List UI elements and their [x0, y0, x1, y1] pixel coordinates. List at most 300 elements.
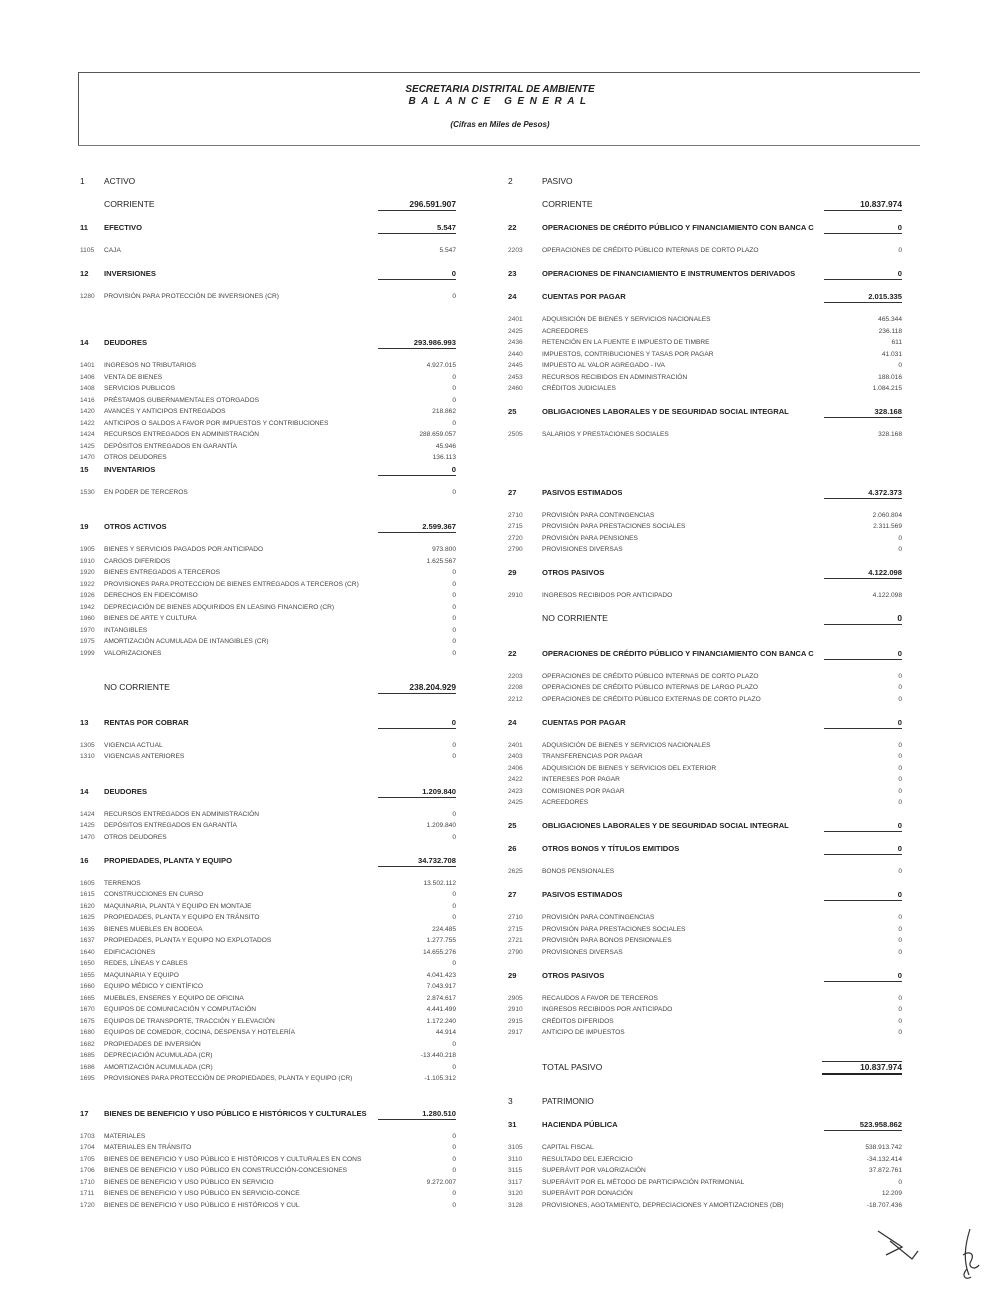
- account-code: 1905: [80, 546, 95, 553]
- account-code: 1926: [80, 592, 95, 599]
- account-code: 1680: [80, 1029, 95, 1036]
- account-value: 37.872.761: [868, 1167, 902, 1174]
- spacer: [506, 395, 904, 407]
- account-code: 1425: [80, 822, 95, 829]
- account-value: 0: [898, 741, 902, 749]
- account-name: OTROS BONOS Y TÍTULOS EMITIDOS: [542, 844, 680, 853]
- account-value: 238.204.929: [378, 682, 456, 694]
- account-code: 1710: [80, 1178, 95, 1186]
- account-row: [506, 866, 904, 878]
- account-code: 2915: [508, 1017, 523, 1025]
- account-code: 16: [80, 855, 89, 865]
- account-name: OPERACIONES DE CRÉDITO PÚBLICO Y FINANCIAMIENTO CON BANCA C: [542, 223, 814, 232]
- account-value: 0: [452, 649, 456, 657]
- account-row: [506, 947, 904, 959]
- account-value: 2.599.367: [378, 521, 456, 533]
- account-value: 0: [452, 1190, 456, 1197]
- account-row: [506, 429, 904, 441]
- header-top-rule: [78, 72, 920, 73]
- account-row: [78, 935, 458, 947]
- account-name: INVENTARIOS: [104, 464, 156, 474]
- account-row: [78, 947, 458, 959]
- heading-row: [506, 820, 904, 832]
- account-code: 1670: [80, 1006, 95, 1013]
- account-name: ADQUISICIÓN DE BIENES Y SERVICIOS NACIONALES: [542, 316, 711, 323]
- account-code: 23: [508, 269, 517, 278]
- account-value: -1.105.312: [424, 1075, 456, 1082]
- account-name: OPERACIONES DE CRÉDITO PÚBLICO Y FINANCIAMIENTO CON BANCA C: [542, 648, 814, 658]
- account-value: 0: [824, 222, 902, 234]
- account-value: 465.344: [878, 316, 902, 323]
- account-code: 2910: [508, 1006, 523, 1013]
- account-code: 24: [508, 717, 517, 727]
- account-value: 0: [452, 385, 456, 392]
- spacer: [506, 418, 904, 430]
- account-code: 2710: [508, 914, 523, 921]
- account-value: 5.547: [378, 222, 456, 234]
- account-row: [78, 958, 458, 970]
- account-value: 0: [898, 948, 902, 956]
- account-code: 1625: [80, 914, 95, 921]
- spacer: [78, 257, 458, 269]
- account-value: 296.591.907: [378, 199, 456, 211]
- account-code: 22: [508, 223, 517, 232]
- account-name: BIENES DE BENEFICIO Y USO PÚBLICO EN CONSTRUCCIÓN-CONCESIONES: [104, 1167, 348, 1174]
- group-row: [78, 199, 458, 211]
- spacer: [78, 728, 458, 740]
- heading-row: [78, 521, 458, 533]
- account-value: 0: [898, 1006, 902, 1013]
- account-name: OTROS PASIVOS: [542, 970, 605, 980]
- account-code: 3128: [508, 1201, 523, 1209]
- account-value: 0: [452, 1155, 456, 1163]
- account-code: 1530: [80, 488, 95, 496]
- account-row: [78, 383, 458, 395]
- account-code: 2212: [508, 695, 523, 703]
- account-value: 12.209: [881, 1190, 902, 1197]
- account-row: [506, 521, 904, 533]
- account-row: [78, 567, 458, 579]
- account-code: 2406: [508, 764, 523, 772]
- account-code: 1424: [80, 810, 95, 818]
- account-value: 0: [452, 1167, 456, 1174]
- account-name: PROVISIONES PARA PROTECCION DE BIENES ENTREGADOS A TERCEROS (CR): [104, 580, 359, 588]
- account-name: RECURSOS RECIBIDOS EN ADMINISTRACIÓN: [542, 373, 688, 381]
- signature-icon: [955, 1225, 985, 1285]
- section-row: [78, 176, 458, 188]
- account-row: [506, 797, 904, 809]
- account-value: 523.958.862: [824, 1119, 902, 1131]
- account-name: TRANSFERENCIAS POR PAGAR: [542, 753, 643, 760]
- account-value: 0: [378, 268, 456, 280]
- heading-row: [78, 717, 458, 729]
- spacer: [78, 314, 458, 326]
- account-row: [78, 832, 458, 844]
- account-value: 973.800: [432, 546, 456, 553]
- spacer: [506, 1108, 904, 1120]
- spacer: [506, 1085, 904, 1097]
- account-row: [506, 1177, 904, 1189]
- account-value: 0: [898, 764, 902, 772]
- account-code: 2905: [508, 994, 523, 1002]
- account-value: -18.707.436: [866, 1201, 902, 1209]
- account-code: 2910: [508, 592, 523, 599]
- account-code: 3117: [508, 1178, 523, 1186]
- account-code: 2403: [508, 753, 523, 760]
- section-row: [506, 176, 904, 188]
- account-value: 0: [452, 569, 456, 576]
- account-code: 2505: [508, 431, 523, 438]
- account-row: [506, 590, 904, 602]
- account-value: 0: [898, 753, 902, 760]
- account-value: 0: [824, 717, 902, 729]
- account-name: OPERACIONES DE CRÉDITO PÚBLICO EXTERNAS DE CORTO PLAZO: [542, 695, 761, 703]
- account-name: COMISIONES POR PAGAR: [542, 787, 625, 795]
- account-value: 0: [898, 534, 902, 542]
- account-code: 1620: [80, 902, 95, 910]
- account-name: INGRESOS RECIBIDOS POR ANTICIPADO: [542, 1006, 673, 1013]
- heading-row: [506, 222, 904, 234]
- account-name: INTANGIBLES: [104, 626, 148, 634]
- spacer: [78, 797, 458, 809]
- account-row: [506, 935, 904, 947]
- account-name: DEPÓSITOS ENTREGADOS EN GARANTÍA: [104, 822, 237, 829]
- account-row: [78, 441, 458, 453]
- account-value: 1.209.840: [426, 822, 456, 829]
- account-code: 12: [80, 269, 89, 278]
- account-value: 0: [452, 373, 456, 381]
- account-value: 14.655.276: [422, 948, 456, 956]
- account-row: [506, 1200, 904, 1212]
- account-value: 0: [824, 970, 902, 982]
- account-code: 2208: [508, 684, 523, 691]
- account-name: BIENES DE BENEFICIO Y USO PÚBLICO EN SERVICIO-CONCE: [104, 1190, 300, 1197]
- spacer: [506, 498, 904, 510]
- account-row: [78, 981, 458, 993]
- heading-row: [506, 567, 904, 579]
- account-row: [78, 452, 458, 464]
- account-row: [78, 1131, 458, 1143]
- spacer: [506, 855, 904, 867]
- account-row: [506, 751, 904, 763]
- account-value: 0: [452, 960, 456, 967]
- account-row: [78, 912, 458, 924]
- account-code: 1305: [80, 741, 95, 749]
- account-code: 19: [80, 522, 89, 531]
- assets-column: [78, 176, 458, 1211]
- account-name: PROVISIÓN PARA PRESTACIONES SOCIALES: [542, 925, 686, 933]
- account-name: EQUIPOS DE TRANSPORTE, TRACCIÓN Y ELEVACIÓN: [104, 1017, 275, 1025]
- account-code: 1470: [80, 454, 95, 461]
- account-name: OBLIGACIONES LABORALES Y DE SEGURIDAD SOCIAL INTEGRAL: [542, 407, 789, 416]
- spacer: [506, 1131, 904, 1143]
- account-code: 1424: [80, 431, 95, 438]
- account-value: 1.172.240: [426, 1017, 456, 1025]
- account-code: 1635: [80, 925, 95, 933]
- account-code: 1615: [80, 891, 95, 898]
- account-name: ADQUISICIÓN DE BIENES Y SERVICIOS NACIONALES: [542, 741, 711, 749]
- account-name: AMORTIZACIÓN ACUMULADA DE INTANGIBLES (CR): [104, 638, 269, 645]
- account-code: 1720: [80, 1201, 95, 1209]
- account-name: PROPIEDADES, PLANTA Y EQUIPO NO EXPLOTADOS: [104, 937, 272, 944]
- account-name: SERVICIOS PUBLICOS: [104, 385, 175, 392]
- spacer: [78, 234, 458, 246]
- account-row: [506, 360, 904, 372]
- account-code: 1910: [80, 557, 95, 565]
- account-name: BIENES DE ARTE Y CULTURA: [104, 615, 197, 622]
- account-name: CRÉDITOS JUDICIALES: [542, 385, 616, 392]
- account-code: 1695: [80, 1075, 95, 1082]
- account-code: 1401: [80, 362, 95, 369]
- account-value: 0: [898, 362, 902, 369]
- account-name: EQUIPOS DE COMEDOR, COCINA, DESPENSA Y HOTELERÍA: [104, 1029, 296, 1036]
- account-row: [506, 763, 904, 775]
- account-value: 0: [824, 889, 902, 901]
- account-value: 538.913.742: [865, 1144, 902, 1151]
- account-name: VALORIZACIONES: [104, 649, 162, 657]
- account-code: 1960: [80, 615, 95, 622]
- account-code: 1422: [80, 419, 95, 427]
- account-row: [78, 556, 458, 568]
- account-row: [78, 360, 458, 372]
- account-row: [78, 1027, 458, 1039]
- heading-row: [506, 648, 904, 660]
- account-name: RENTAS POR COBRAR: [104, 717, 189, 727]
- account-name: SUPERÁVIT POR VALORIZACIÓN: [542, 1167, 646, 1174]
- account-value: 0: [824, 648, 902, 660]
- account-name: RETENCIÓN EN LA FUENTE E IMPUESTO DE TIMBRE: [542, 339, 710, 346]
- account-row: [506, 337, 904, 349]
- account-code: 3: [508, 1096, 513, 1106]
- spacer: [78, 659, 458, 671]
- spacer: [506, 901, 904, 913]
- account-name: DEPRECIACIÓN DE BIENES ADQUIRIDOS EN LEASING FINANCIERO (CR): [104, 603, 335, 611]
- account-code: 11: [80, 223, 89, 232]
- spacer: [506, 809, 904, 821]
- heading-row: [506, 406, 904, 418]
- heading-row: [506, 487, 904, 499]
- account-row: [506, 533, 904, 545]
- account-code: 1406: [80, 373, 95, 381]
- account-row: [78, 625, 458, 637]
- account-row: [506, 1165, 904, 1177]
- account-name: PROVISIÓN PARA BONOS PENSIONALES: [542, 937, 672, 944]
- account-value: 4.122.098: [872, 592, 902, 599]
- account-code: 1665: [80, 994, 95, 1002]
- account-code: 2203: [508, 247, 523, 254]
- account-value: 293.986.993: [378, 337, 456, 349]
- account-row: [78, 740, 458, 752]
- account-value: 0: [824, 268, 902, 280]
- account-code: 15: [80, 464, 89, 474]
- account-code: 14: [80, 338, 89, 347]
- group-row: [78, 682, 458, 694]
- heading-row: [506, 843, 904, 855]
- spacer: [78, 1119, 458, 1131]
- account-row: [78, 809, 458, 821]
- account-code: 25: [508, 821, 517, 830]
- account-code: 2625: [508, 868, 523, 875]
- account-code: 1650: [80, 960, 95, 967]
- account-row: [78, 1188, 458, 1200]
- account-code: 2436: [508, 339, 523, 346]
- account-value: 1.625.567: [426, 557, 456, 565]
- account-value: 2.311.569: [873, 523, 902, 530]
- account-code: 1280: [80, 293, 95, 300]
- account-name: RECURSOS ENTREGADOS EN ADMINISTRACIÓN: [104, 810, 259, 818]
- account-name: SUPERÁVIT POR EL MÉTODO DE PARTICIPACIÓN PATRIMONIAL: [542, 1178, 745, 1186]
- account-code: 1655: [80, 971, 95, 979]
- spacer: [506, 188, 904, 200]
- account-row: [506, 694, 904, 706]
- account-name: PROVISIÓN PARA PROTECCIÓN DE INVERSIONES (CR): [104, 293, 280, 300]
- account-code: 2425: [508, 799, 523, 806]
- account-name: DEUDORES: [104, 338, 148, 347]
- account-row: [506, 1188, 904, 1200]
- account-code: 2423: [508, 787, 523, 795]
- account-value: 0: [898, 937, 902, 944]
- account-name: RECURSOS ENTREGADOS EN ADMINISTRACIÓN: [104, 431, 259, 438]
- account-value: 0: [452, 638, 456, 645]
- account-name: CARGOS DIFERIDOS: [104, 557, 171, 565]
- account-value: -13.440.218: [420, 1052, 456, 1059]
- account-value: 611: [891, 339, 902, 346]
- spacer: [506, 452, 904, 464]
- account-name: EFECTIVO: [104, 223, 142, 232]
- account-name: DEPRECIACIÓN ACUMULADA (CR): [104, 1052, 213, 1059]
- account-code: 1: [80, 176, 85, 186]
- spacer: [78, 763, 458, 775]
- account-code: 2422: [508, 776, 523, 783]
- account-code: 2720: [508, 534, 523, 542]
- spacer: [506, 280, 904, 292]
- account-value: 0: [898, 672, 902, 680]
- account-value: 7.043.917: [426, 983, 456, 990]
- account-code: 1706: [80, 1167, 95, 1174]
- account-row: [78, 924, 458, 936]
- account-row: [78, 602, 458, 614]
- account-value: 288.659.057: [419, 431, 456, 438]
- account-name: EN PODER DE TERCEROS: [104, 488, 188, 496]
- account-value: 44.914: [435, 1029, 456, 1036]
- account-code: 1705: [80, 1155, 95, 1163]
- account-value: 0: [898, 546, 902, 553]
- account-name: PROVISIONES DIVERSAS: [542, 948, 623, 956]
- account-name: NO CORRIENTE: [542, 613, 608, 623]
- account-row: [78, 1200, 458, 1212]
- account-row: [506, 1016, 904, 1028]
- account-code: 1920: [80, 569, 95, 576]
- account-row: [78, 579, 458, 591]
- account-value: 0: [898, 925, 902, 933]
- account-name: SUPERÁVIT POR DONACIÓN: [542, 1190, 633, 1197]
- account-value: 0: [452, 1144, 456, 1151]
- account-code: 1420: [80, 408, 95, 415]
- heading-row: [78, 786, 458, 798]
- heading-row: [506, 268, 904, 280]
- account-code: 27: [508, 890, 517, 899]
- account-code: 1704: [80, 1144, 95, 1151]
- spacer: [506, 579, 904, 591]
- account-code: 1686: [80, 1063, 95, 1071]
- account-name: CUENTAS POR PAGAR: [542, 717, 626, 727]
- account-code: 1310: [80, 753, 95, 760]
- spacer: [78, 303, 458, 315]
- section-row: [506, 1096, 904, 1108]
- account-code: 2715: [508, 523, 523, 530]
- account-value: 9.272.007: [426, 1178, 456, 1186]
- spacer: [506, 475, 904, 487]
- account-row: [78, 1016, 458, 1028]
- account-code: 1970: [80, 626, 95, 634]
- account-value: 0: [898, 868, 902, 875]
- account-name: PROPIEDADES, PLANTA Y EQUIPO: [104, 855, 232, 865]
- initials-mark-icon: [872, 1225, 922, 1265]
- account-name: CRÉDITOS DIFERIDOS: [542, 1017, 614, 1025]
- account-value: 0: [452, 592, 456, 599]
- account-name: INGRESOS RECIBIDOS POR ANTICIPADO: [542, 592, 673, 599]
- account-code: 29: [508, 970, 517, 980]
- spacer: [78, 211, 458, 223]
- spacer: [506, 728, 904, 740]
- account-name: EDIFICACIONES: [104, 948, 156, 956]
- heading-row: [78, 855, 458, 867]
- account-code: 2790: [508, 948, 523, 956]
- spacer: [78, 1085, 458, 1097]
- account-name: INVERSIONES: [104, 269, 156, 278]
- heading-row: [506, 970, 904, 982]
- spacer: [78, 866, 458, 878]
- account-name: MAQUINARIA, PLANTA Y EQUIPO EN MONTAJE: [104, 902, 252, 910]
- spacer: [506, 234, 904, 246]
- account-row: [78, 878, 458, 890]
- account-code: 2425: [508, 327, 523, 335]
- spacer: [78, 533, 458, 545]
- account-value: 2.015.335: [824, 291, 902, 303]
- spacer: [506, 958, 904, 970]
- account-code: 27: [508, 487, 517, 497]
- account-name: DEUDORES: [104, 786, 148, 796]
- account-code: 1711: [80, 1190, 95, 1197]
- account-name: INGRESOS NO TRIBUTARIOS: [104, 362, 197, 369]
- account-name: HACIENDA PÚBLICA: [542, 1120, 618, 1129]
- spacer: [78, 705, 458, 717]
- account-row: [78, 590, 458, 602]
- account-value: 218.862: [432, 408, 456, 415]
- account-row: [506, 682, 904, 694]
- heading-row: [78, 1108, 458, 1120]
- account-name: ACREEDORES: [542, 327, 589, 335]
- spacer: [506, 1039, 904, 1051]
- account-name: PROVISIÓN PARA PRESTACIONES SOCIALES: [542, 523, 686, 530]
- account-name: BIENES MUEBLES EN BODEGA: [104, 925, 203, 933]
- account-row: [78, 406, 458, 418]
- account-row: [78, 395, 458, 407]
- account-value: 0: [898, 247, 902, 254]
- account-row: [78, 970, 458, 982]
- account-code: 3115: [508, 1167, 523, 1174]
- account-value: 328.168: [824, 406, 902, 418]
- group-row: [506, 613, 904, 625]
- account-code: 1999: [80, 649, 95, 657]
- account-code: 29: [508, 568, 517, 577]
- account-row: [506, 372, 904, 384]
- account-name: ACREEDORES: [542, 799, 589, 806]
- account-value: 34.732.708: [378, 855, 456, 867]
- account-row: [506, 383, 904, 395]
- spacer: [506, 441, 904, 453]
- spacer: [506, 659, 904, 671]
